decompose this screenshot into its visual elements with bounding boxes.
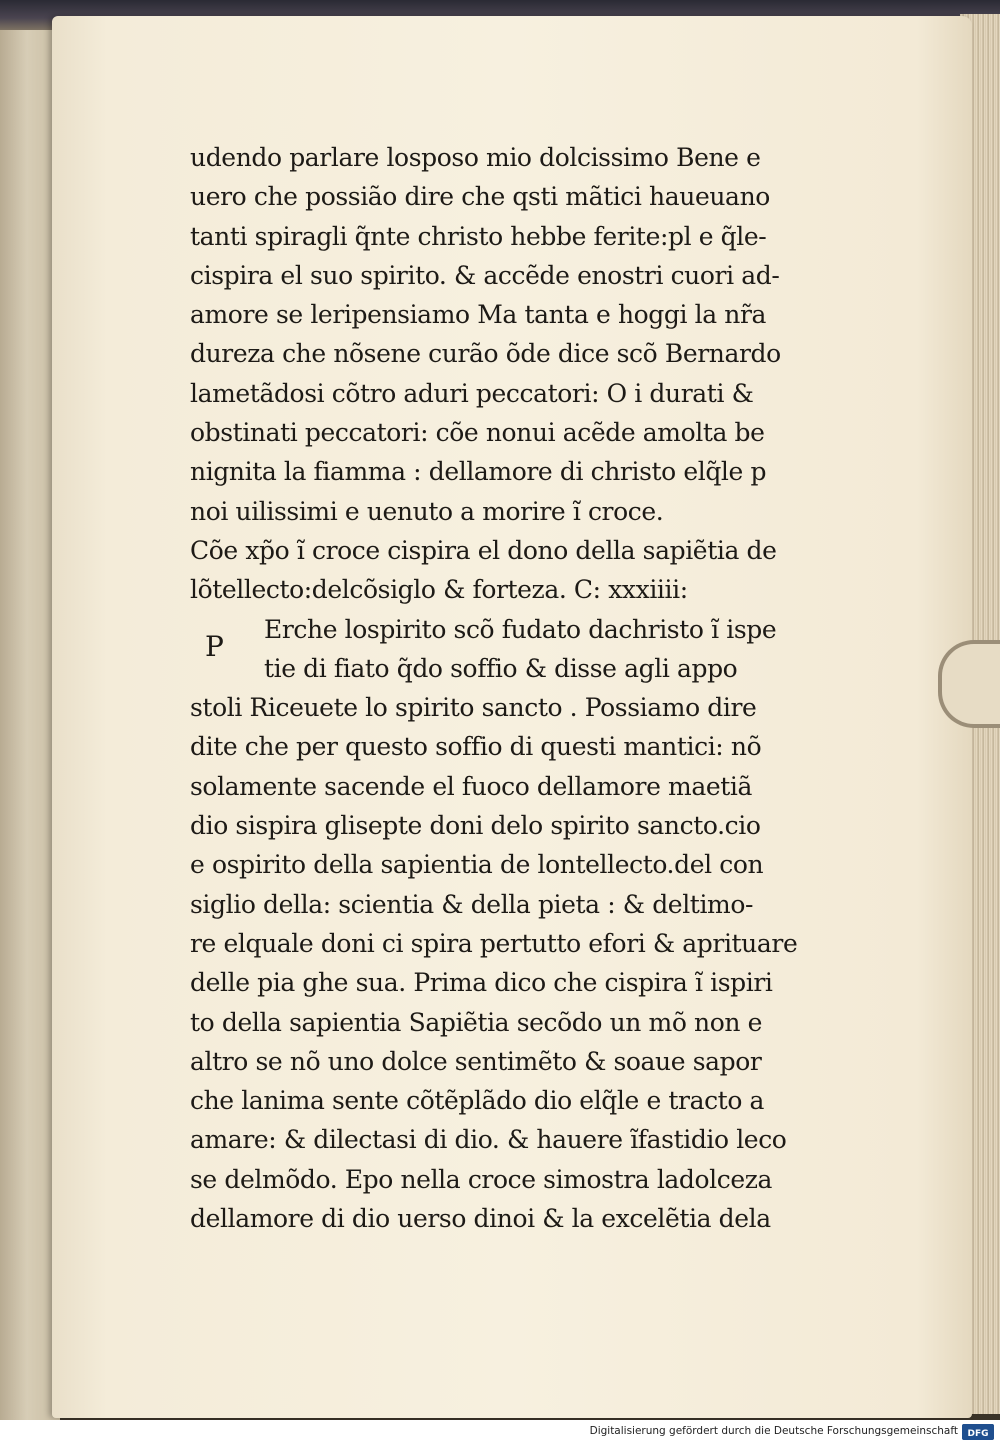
dfg-logo-icon (962, 1424, 994, 1440)
text-line: tie di fiato q̃do soffio & disse agli appo (264, 653, 738, 683)
text-line: tanti spiragli q̃nte christo hebbe ferite:pl e q̃le- (190, 221, 767, 251)
text-line: dellamore di dio uerso dinoi & la excelẽtia dela (190, 1204, 771, 1234)
drop-initial: P (205, 630, 224, 663)
text-line: dureza che nõsene curão õde dice scõ Bernardo (190, 339, 781, 369)
text-line: obstinati peccatori: cõe nonui acẽde amolta be (190, 418, 765, 448)
text-line: amare: & dilectasi di dio. & hauere ĩfastidio leco (190, 1125, 787, 1155)
text-line: cispira el suo spirito. & accẽde enostri cuori ad- (190, 260, 780, 290)
text-line: nignita la fiamma : dellamore di christo elq̃le p (190, 457, 767, 487)
text-line: noi uilissimi e uenuto a morire ĩ croce. (190, 496, 664, 526)
text-line: lametãdosi cõtro aduri peccatori: O i durati & (190, 378, 754, 408)
text-line: re elquale doni ci spira pertutto efori & aprituare (190, 928, 798, 958)
text-line: uero che possião dire che qsti mãtici haueuano (190, 182, 770, 212)
text-line: altro se nõ uno dolce sentimẽto & soaue sapor (190, 1046, 762, 1076)
text-line: siglio della: scientia & della pieta : & deltimo- (190, 889, 754, 919)
text-line: delle pia ghe sua. Prima dico che cispira ĩ ispiri (190, 968, 773, 998)
left-page-edge (0, 30, 60, 1420)
text-line: Cõe xp̃o ĩ croce cispira el dono della sapiẽtia de (190, 535, 777, 565)
text-line: solamente sacende el fuoco dellamore maetiã (190, 771, 752, 801)
footer-credit: Digitalisierung gefördert durch die Deutsche Forschungsgemeinschaft (589, 1425, 958, 1437)
text-line: udendo parlare losposo mio dolcissimo Bene e (190, 143, 761, 172)
text-line: to della sapientia Sapiẽtia secõdo un mõ non e (190, 1007, 763, 1037)
text-line: amore se leripensiamo Ma tanta e hoggi la nr̃a (190, 300, 767, 330)
text-line: che lanima sente cõtẽplãdo dio elq̃le e tracto a (190, 1086, 765, 1116)
clasp-ring (938, 640, 1000, 728)
text-line: lõtellecto:delcõsiglo & forteza. C: xxxiiii: (190, 575, 688, 605)
text-line: dio sispira glisepte doni delo spirito sancto.cio (190, 811, 761, 841)
text-line: dite che per questo soffio di questi mantici: nõ (190, 732, 762, 762)
text-line: e ospirito della sapientia de lontellecto.del con (190, 850, 764, 880)
text-line: Erche lospirito scõ fudato dachristo ĩ ispe (264, 614, 777, 644)
dfg-logo-text: DFG (967, 1429, 989, 1439)
text-line: stoli Riceuete lo spirito sancto . Possiamo dire (190, 693, 757, 723)
text-line: se delmõdo. Epo nella croce simostra ladolceza (190, 1164, 773, 1194)
page-text (190, 138, 830, 1238)
footer-bar (0, 1420, 1000, 1446)
